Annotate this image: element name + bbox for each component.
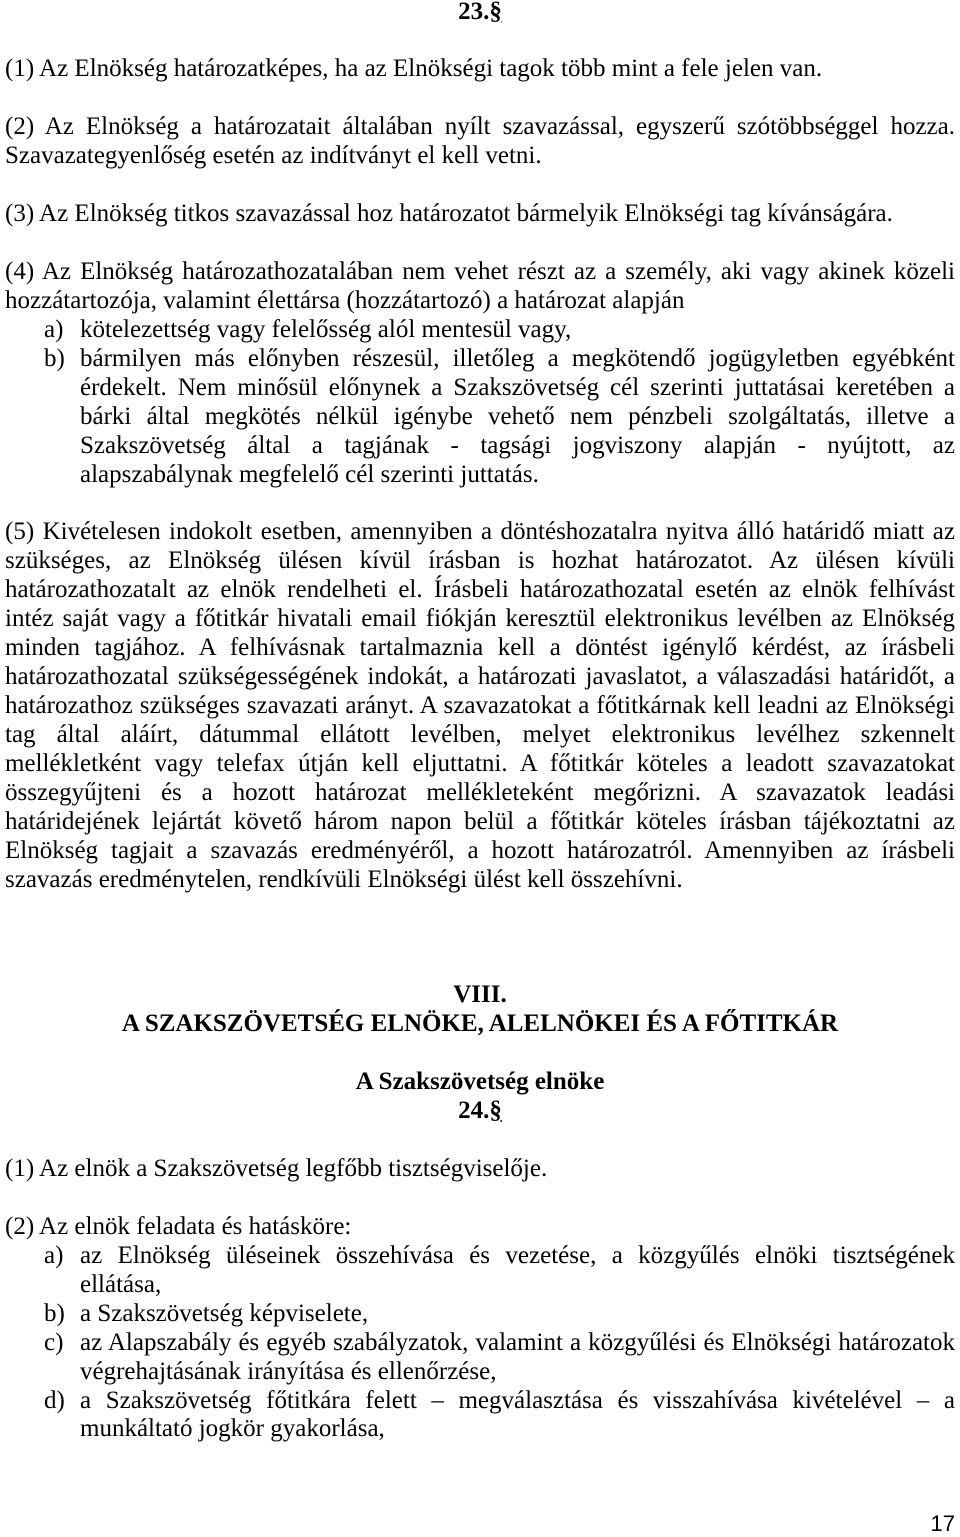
paragraph-2 xyxy=(0,113,960,171)
list-item-line: ellátása, xyxy=(80,1270,162,1298)
paragraph-line: Elnökség tagjait a szavazás eredményéről, a hozott határozatról. Amennyiben az írásbeli xyxy=(5,836,955,864)
paragraph-line: határozathoz szükséges szavazati arányt. A szavazatokat a főtitkárnak kell leadni az Elnökségi xyxy=(5,692,955,719)
spacer xyxy=(0,171,960,200)
section-heading xyxy=(0,1097,960,1126)
paragraph-line: szavazás eredménytelen, rendkívüli Elnökségi ülést kell összehívni. xyxy=(5,865,683,893)
paragraph-line: (2) Az elnök feladata és hatásköre: xyxy=(5,1212,352,1240)
paragraph-4 xyxy=(0,258,960,490)
paragraph-line: határozathozatalt az elnök rendelheti el. Írásbeli határozathozatal esetén az elnök felhívást xyxy=(5,576,955,604)
paragraph-line: összegyűjteni és a hozott határozat mellékleteként megőrizni. A szavazatok leadási xyxy=(5,778,955,806)
section-number: 23. xyxy=(458,0,490,25)
paragraph-line: határidejének lejártát követő három napon belül a főtitkár köteles írásban tájékoztatni az xyxy=(5,807,955,835)
paragraph-line: határozathozatal szükségességének indokát, a határozati javaslatot, a válaszadási határidőt, a xyxy=(5,663,955,691)
list-item xyxy=(0,345,960,374)
spacer xyxy=(0,229,960,258)
spacer xyxy=(0,895,960,924)
list-item-line: érdekelt. Nem minősül előnynek a Szakszövetség cél szerinti juttatásai keretében a xyxy=(80,373,955,401)
paragraph-line: intéz saját vagy a főtitkár hivatali email fiókján keresztül elektronikus levélben az Elnökség xyxy=(5,605,955,633)
list-item xyxy=(0,316,960,345)
list-item-line: az Elnökség üléseinek összehívása és vezetése, a közgyűlés elnöki tisztségének xyxy=(80,1241,955,1269)
paragraph-2 xyxy=(0,1213,960,1445)
list-item-line: a Szakszövetség képviselete, xyxy=(80,1299,369,1327)
list-item-line: végrehajtásának irányítása és ellenőrzése, xyxy=(80,1357,497,1385)
list-label: b) xyxy=(44,1299,65,1327)
list-label: a) xyxy=(44,315,64,343)
paragraph-line: (3) Az Elnökség titkos szavazással hoz határozatot bármelyik Elnökségi tag kívánságára. xyxy=(5,200,893,228)
list-item-line: Szakszövetség által a tagjának - tagsági jogviszony alapján - nyújtott, az xyxy=(80,431,955,459)
spacer xyxy=(0,489,960,518)
section-sign: § xyxy=(489,1097,502,1125)
list-item-line: bárki által megkötés nélkül igénybe vehető nem pénzbeli szolgáltatás, illetve a xyxy=(80,402,955,430)
paragraph-line: tag által aláírt, dátummal ellátott levélben, melyet elektronikus levélhez szkennelt xyxy=(5,720,955,748)
paragraph-line: (1) Az Elnökség határozatképes, ha az Elnökségi tagok több mint a fele jelen van. xyxy=(5,55,823,83)
list-label: a) xyxy=(44,1241,64,1269)
section-sign: § xyxy=(489,0,502,25)
paragraph-line: (2) Az Elnökség a határozatait általában nyílt szavazással, egyszerű szótöbbséggel hozza. xyxy=(5,113,955,141)
subsection-title: A Szakszövetség elnöke xyxy=(355,1068,605,1096)
list-item xyxy=(0,1300,960,1329)
paragraph-line: szükséges, az Elnökség ülésen kívül írásban is hozhat határozatot. Az ülésen kívüli xyxy=(5,547,955,575)
spacer xyxy=(0,1126,960,1155)
section-number: 24. xyxy=(458,1097,490,1125)
list-item-line: bármilyen más előnyben részesül, illetőleg a megkötendő jogügyletben egyébként xyxy=(80,344,955,372)
chapter-number: VIII. xyxy=(453,981,507,1009)
spacer xyxy=(0,952,960,981)
list-item-line: kötelezettség vagy felelősség alól mentesül vagy, xyxy=(80,315,572,343)
list-item-line: az Alapszabály és egyéb szabályzatok, valamint a közgyűlési és Elnökségi határozatok xyxy=(80,1328,955,1356)
chapter-title: A SZAKSZÖVETSÉG ELNÖKE, ALELNÖKEI ÉS A FŐTITKÁR xyxy=(121,1010,839,1038)
paragraph-3 xyxy=(0,200,960,229)
list-item xyxy=(0,1242,960,1271)
list-item-line: a Szakszövetség főtitkára felett – megválasztása és visszahívása kivételével – a xyxy=(80,1386,955,1414)
page-number: 17 xyxy=(930,1511,955,1536)
spacer xyxy=(0,924,960,953)
list-item xyxy=(0,1387,960,1416)
paragraph-1 xyxy=(0,55,960,84)
list-item xyxy=(0,1329,960,1358)
paragraph-line: minden tagjához. A felhívásnak tartalmaznia kell a döntést igénylő kérdést, az írásbeli xyxy=(5,634,955,662)
paragraph-line: (5) Kivételesen indokolt esetben, amennyiben a döntéshozatalra nyitva álló határidő miatt az xyxy=(5,518,955,546)
paragraph-line: mellékletként vagy telefax útján kell eljuttatni. A főtitkár köteles a leadott szavazatokat xyxy=(5,749,955,777)
spacer xyxy=(0,26,960,55)
section-heading xyxy=(0,0,960,26)
paragraph-line: (1) Az elnök a Szakszövetség legfőbb tisztségviselője. xyxy=(5,1155,548,1182)
paragraph-5 xyxy=(0,518,960,894)
paragraph-line: Szavazategyenlőség esetén az indítványt el kell vetni. xyxy=(5,142,542,170)
paragraph-1 xyxy=(0,1155,960,1184)
paragraph-line: (4) Az Elnökség határozathozatalában nem vehet részt az a személy, aki vagy akinek közeli xyxy=(5,257,955,285)
spacer xyxy=(0,84,960,113)
list-item-line: munkáltató jogkör gyakorlása, xyxy=(80,1415,385,1443)
paragraph-line: hozzátartozója, valamint élettársa (hozzátartozó) a határozat alapján xyxy=(5,286,685,314)
list-label: d) xyxy=(44,1386,65,1414)
spacer xyxy=(0,1039,960,1068)
spacer xyxy=(0,1184,960,1213)
list-label: c) xyxy=(44,1328,64,1356)
list-item-line: alapszabálynak megfelelő cél szerinti juttatás. xyxy=(80,460,539,488)
list-label: b) xyxy=(44,344,65,372)
